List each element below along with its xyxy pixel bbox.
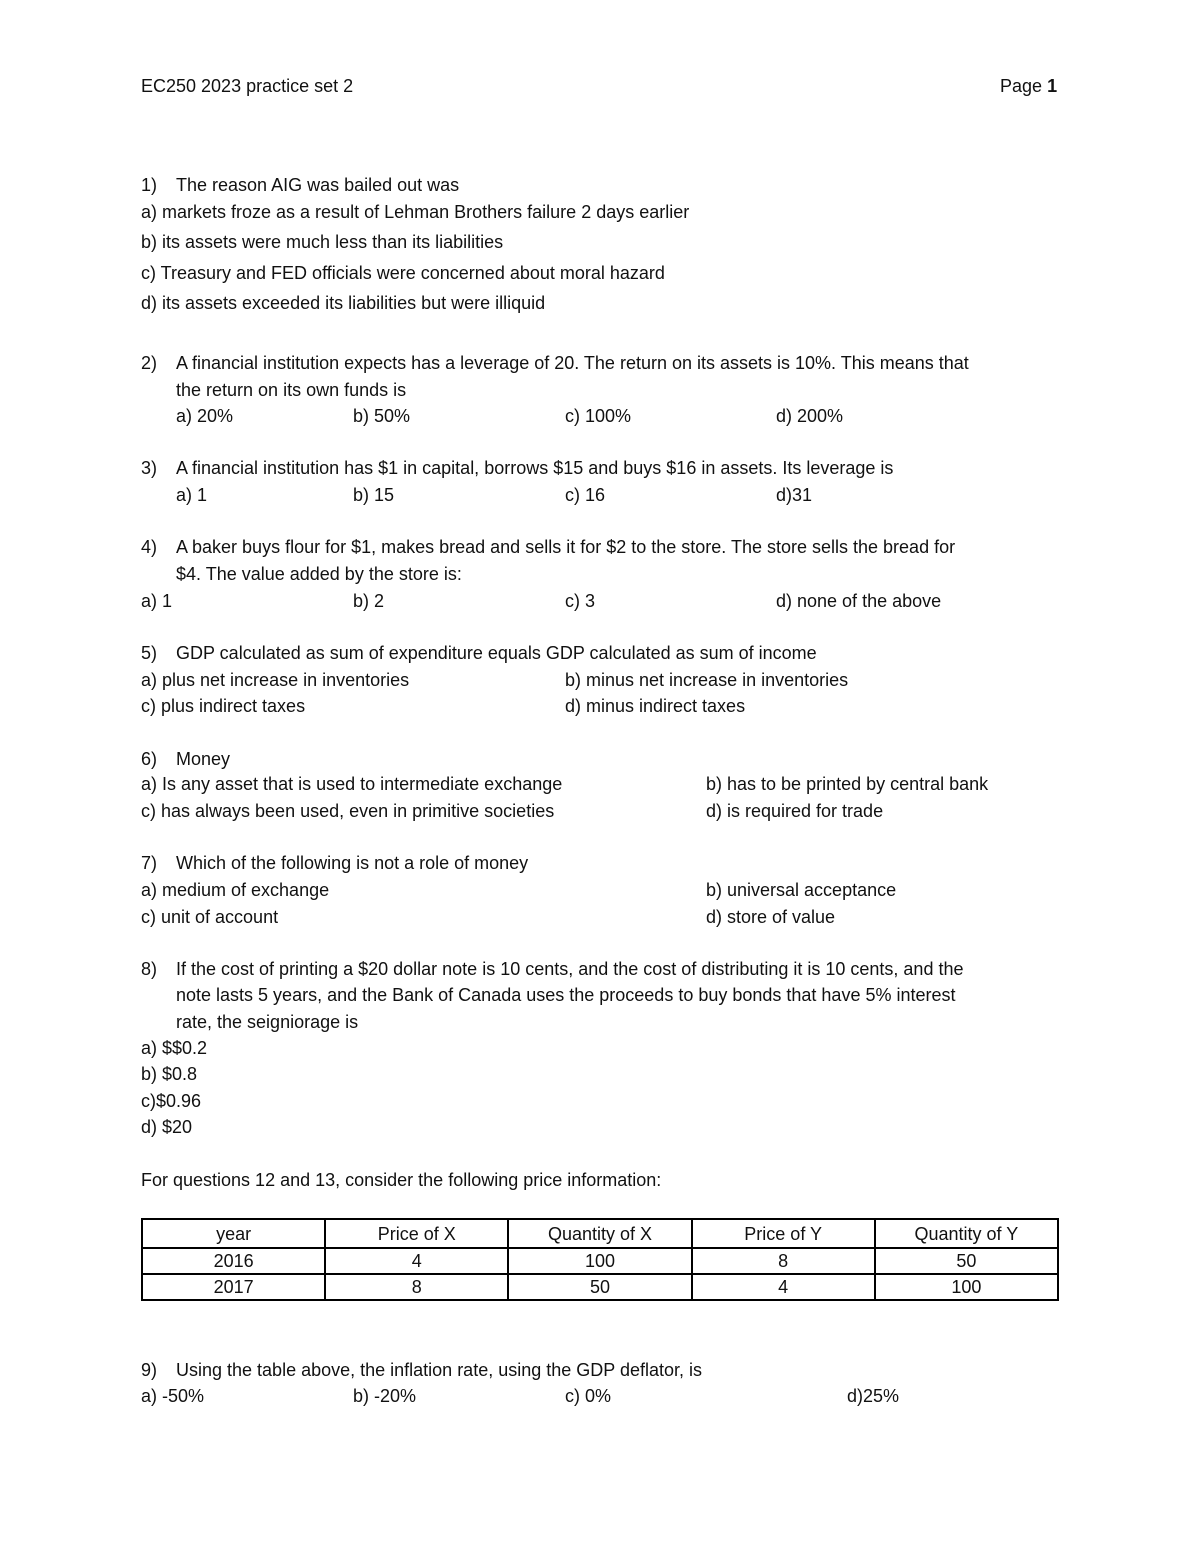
question-stem-line-1: A baker buys flour for $1, makes bread and sells it for $2 to the store. The store sells the bread for [176, 537, 956, 557]
table-cell: 2017 [142, 1274, 325, 1300]
option-d: d) its assets exceeded its liabilities but were illiquid [141, 293, 546, 313]
question-stem: Money [176, 749, 231, 769]
header-cell: Price of X [325, 1219, 508, 1248]
header-cell: year [142, 1219, 325, 1248]
question-stem: GDP calculated as sum of expenditure equals GDP calculated as sum of income [176, 643, 817, 663]
table-cell: 2016 [142, 1248, 325, 1274]
question-stem-line-3: rate, the seigniorage is [176, 1012, 359, 1032]
option-a: a) 20% [176, 406, 234, 426]
question-stem: Which of the following is not a role of money [176, 853, 529, 873]
option-b: b) has to be printed by central bank [706, 774, 989, 794]
option-b: b) 2 [353, 591, 385, 611]
table-cell: 8 [325, 1274, 508, 1300]
option-d: d) minus indirect taxes [565, 696, 746, 716]
option-d: d) none of the above [776, 591, 942, 611]
page-number: 1 [1047, 76, 1058, 96]
question-number: 7) [141, 853, 158, 873]
option-d: d) store of value [706, 907, 836, 927]
table-cell: 50 [875, 1248, 1058, 1274]
table-row [142, 1274, 1058, 1300]
option-a: a) 1 [176, 485, 208, 505]
question-number: 2) [141, 353, 158, 373]
option-a: a) markets froze as a result of Lehman Brothers failure 2 days earlier [141, 202, 690, 222]
table-cell: 100 [508, 1248, 691, 1274]
option-d: d)25% [847, 1386, 900, 1406]
option-a: a) Is any asset that is used to intermediate exchange [141, 774, 563, 794]
question-stem-line-1: If the cost of printing a $20 dollar note is 10 cents, and the cost of distributing it is 10 cents, and the [176, 959, 964, 979]
question-number: 6) [141, 749, 158, 769]
option-a: a) $$0.2 [141, 1038, 208, 1058]
option-c: c) has always been used, even in primitive societies [141, 801, 555, 821]
option-b: b) -20% [353, 1386, 417, 1406]
option-d: d) 200% [776, 406, 844, 426]
option-c: c)$0.96 [141, 1091, 202, 1111]
header-title: EC250 2023 practice set 2 [141, 76, 354, 96]
question-stem-line-2: $4. The value added by the store is: [176, 564, 462, 584]
page-label: Page [1000, 76, 1043, 96]
header-cell: Price of Y [692, 1219, 875, 1248]
option-c: c) Treasury and FED officials were concerned about moral hazard [141, 263, 665, 283]
question-stem-line-2: the return on its own funds is [176, 380, 407, 400]
question-stem: A financial institution has $1 in capital, borrows $15 and buys $16 in assets. Its leverage is [176, 458, 894, 478]
header-cell: Quantity of X [508, 1219, 691, 1248]
table-cell: 4 [325, 1248, 508, 1274]
option-a: a) -50% [141, 1386, 205, 1406]
option-b: b) universal acceptance [706, 880, 897, 900]
table-cell: 100 [875, 1274, 1058, 1300]
question-number: 8) [141, 959, 158, 979]
option-a: a) 1 [141, 591, 173, 611]
question-stem: Using the table above, the inflation rate, using the GDP deflator, is [176, 1360, 702, 1380]
option-a: a) medium of exchange [141, 880, 330, 900]
table-header-row [142, 1219, 1058, 1248]
question-number: 9) [141, 1360, 158, 1380]
option-a: a) plus net increase in inventories [141, 670, 410, 690]
page-indicator [1000, 75, 1057, 97]
table-cell: 4 [692, 1274, 875, 1300]
option-b: b) 50% [353, 406, 411, 426]
question-stem-line-2: note lasts 5 years, and the Bank of Canada uses the proceeds to buy bonds that have 5% interest [176, 985, 956, 1005]
option-c: c) 16 [565, 485, 606, 505]
option-c: c) 0% [565, 1386, 612, 1406]
option-b: b) 15 [353, 485, 395, 505]
header-cell: Quantity of Y [875, 1219, 1058, 1248]
question-number: 3) [141, 458, 158, 478]
table-cell: 50 [508, 1274, 691, 1300]
option-b: b) its assets were much less than its liabilities [141, 232, 504, 252]
option-c: c) 3 [565, 591, 596, 611]
question-stem: The reason AIG was bailed out was [176, 175, 460, 195]
option-b: b) minus net increase in inventories [565, 670, 849, 690]
option-d: d) is required for trade [706, 801, 884, 821]
question-number: 4) [141, 537, 158, 557]
option-d: d) $20 [141, 1117, 193, 1137]
table-intro: For questions 12 and 13, consider the following price information: [141, 1170, 662, 1190]
table-cell: 8 [692, 1248, 875, 1274]
option-c: c) 100% [565, 406, 632, 426]
question-number: 5) [141, 643, 158, 663]
option-c: c) unit of account [141, 907, 279, 927]
table-row [142, 1248, 1058, 1274]
option-d: d)31 [776, 485, 813, 505]
question-stem-line-1: A financial institution expects has a leverage of 20. The return on its assets is 10%. This means that [176, 353, 969, 373]
question-number: 1) [141, 175, 158, 195]
option-c: c) plus indirect taxes [141, 696, 306, 716]
option-b: b) $0.8 [141, 1064, 198, 1084]
price-table [141, 1218, 1059, 1301]
